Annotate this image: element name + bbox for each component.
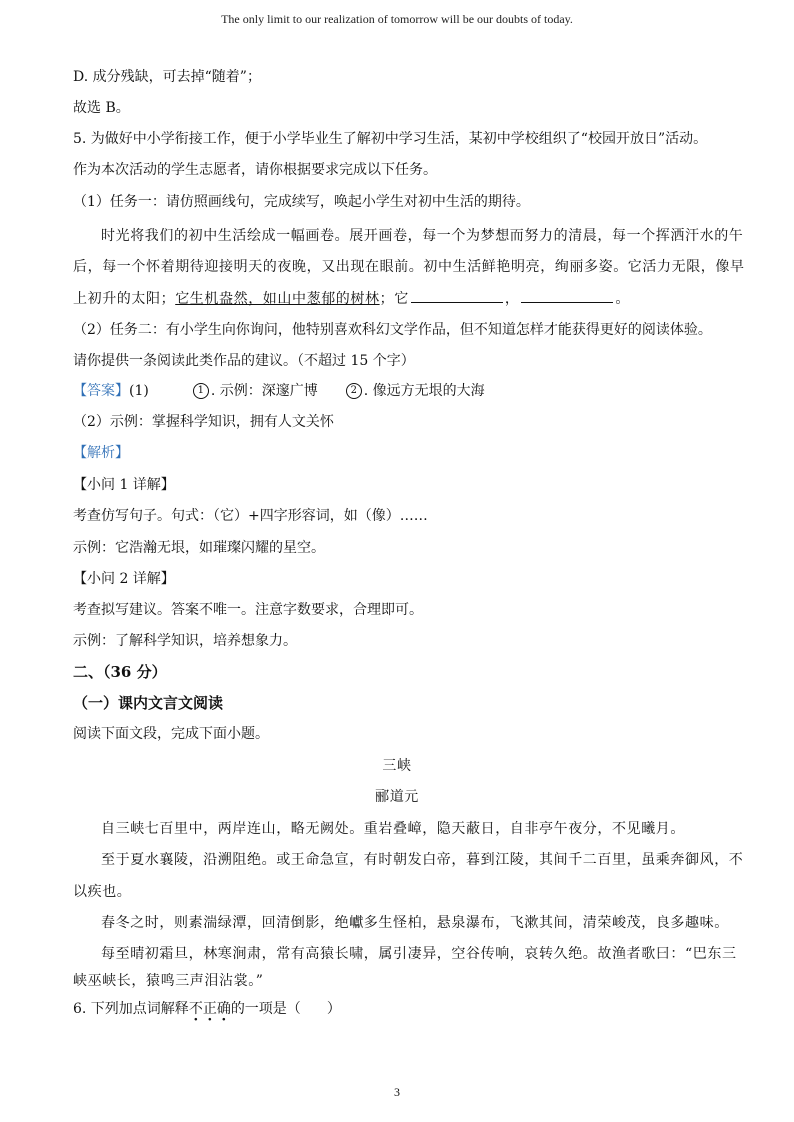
page-header-motto: The only limit to our realization of tomorrow will be our doubts of today.: [221, 12, 573, 26]
answer-label: 【答案】: [73, 383, 129, 399]
dotted-char-3: 确: [216, 1001, 231, 1017]
answer-line-1: [73, 382, 733, 400]
passage-line1: 时光将我们的初中生活绘成一幅画卷。展开画卷，每一个为梦想而努力的清晨，每一个挥洒汗水的午: [101, 228, 744, 244]
question-5-stem-line2: 作为本次活动的学生志愿者，请你根据要求完成以下任务。: [73, 162, 437, 178]
passage-line3-start: 上初升的太阳；: [73, 291, 176, 307]
passage-line3: [73, 289, 733, 308]
sub-question-1-title: 【小问 1 详解】: [73, 477, 175, 493]
task-2-prompt-line2: 请你提供一条阅读此类作品的建议。（不超过 15 个字）: [73, 353, 415, 369]
dotted-char-2: 正: [202, 1001, 217, 1017]
passage-line3-end: 。: [615, 291, 631, 307]
reading-instruction: 阅读下面文段，完成下面小题。: [73, 726, 269, 742]
circled-number-1: 1: [193, 383, 209, 399]
circled-number-2: 2: [346, 383, 362, 399]
question-6-stem: [73, 1000, 733, 1018]
text-author: 郦道元: [375, 789, 419, 805]
classical-paragraph-4-line2: 峡巫峡长，猿鸣三声泪沾裳。”: [73, 973, 264, 989]
classical-paragraph-2-line1: 至于夏水襄陵，沿溯阻绝。或王命急宣，有时朝发白帝，暮到江陵，其间千二百里，虽乘奔御风，不: [101, 852, 744, 868]
task-1-prompt: （1）任务一：请仿照画线句，完成续写，唤起小学生对初中生活的期待。: [73, 194, 530, 210]
answer-blank-1[interactable]: [411, 289, 503, 303]
conclusion-text: 故选 B。: [73, 100, 130, 116]
sub-question-2-explain: 考查拟写建议。答案不唯一。注意字数要求，合理即可。: [73, 602, 423, 618]
answer-blank-2[interactable]: [521, 289, 613, 303]
section-2-title: 二、（36 分）: [73, 663, 167, 681]
task-2-prompt-line1: （2）任务二：有小学生向你询问，他特别喜欢科幻文学作品，但不知道怎样才能获得更好的阅读体验。: [73, 322, 712, 338]
analysis-label: 【解析】: [73, 445, 129, 461]
passage-line3-mid: ；它: [379, 291, 409, 307]
page-number: 3: [394, 1085, 400, 1099]
sub-question-1-explain: 考查仿写句子。句式：（它）+四字形容词，如（像）……: [73, 508, 428, 524]
passage-line2: 后，每一个怀着期待迎接明天的夜晚，又出现在眼前。初中生活鲜艳明亮，绚丽多姿。它活力无限，像早: [73, 259, 745, 275]
answer-part-2: （2）示例：掌握科学知识，拥有人文关怀: [73, 414, 334, 430]
section-2-subtitle: （一）课内文言文阅读: [73, 694, 224, 712]
question-5-stem-line1: 5. 为做好中小学衔接工作，便于小学毕业生了解初中学习生活，某初中学校组织了“校园开放日”活动。: [73, 131, 708, 147]
classical-paragraph-2-line2: 以疾也。: [73, 884, 132, 900]
sub-question-2-example: 示例：了解科学知识，培养想象力。: [73, 633, 297, 649]
passage-line3-sep: ，: [504, 291, 520, 307]
sub-question-1-example: 示例：它浩瀚无垠，如璀璨闪耀的星空。: [73, 540, 325, 556]
classical-paragraph-4-line1: 每至晴初霜旦，林寒涧肃，常有高猿长啸，属引凄异，空谷传响，哀转久绝。故渔者歌曰：“巴东三: [101, 946, 737, 962]
dotted-char-1: 不: [188, 1001, 203, 1017]
question-6-prefix: 6. 下列加点词解释: [73, 1001, 189, 1017]
text-title: 三峡: [382, 758, 412, 774]
answer-1-text: . 示例：深邃广博: [210, 383, 318, 399]
sub-question-2-title: 【小问 2 详解】: [73, 571, 175, 587]
answer-part1-number: (1): [129, 383, 149, 399]
underlined-sentence: 它生机盎然，如山中葱郁的树林: [175, 291, 380, 307]
answer-2-text: . 像远方无垠的大海: [363, 383, 485, 399]
question-6-suffix: 的一项是（: [230, 1001, 301, 1017]
option-d-text: D. 成分残缺，可去掉“随着”；: [73, 69, 261, 85]
classical-paragraph-1: 自三峡七百里中，两岸连山，略无阙处。重岩叠嶂，隐天蔽日，自非亭午夜分，不见曦月。: [101, 821, 685, 837]
classical-paragraph-3: 春冬之时，则素湍绿潭，回清倒影，绝巘多生怪柏，悬泉瀑布，飞漱其间，清荣峻茂，良多趣味。: [101, 915, 729, 931]
question-6-close-paren: ）: [326, 1001, 341, 1017]
